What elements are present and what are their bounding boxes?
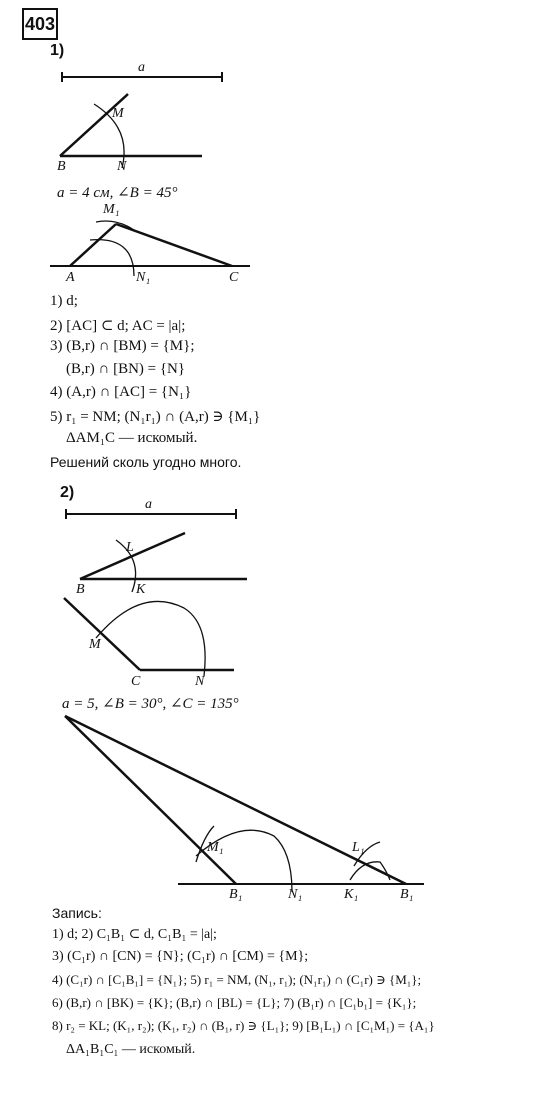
- point-n1-label: N₁: [136, 270, 151, 285]
- point-n1b-label: N₁: [288, 887, 303, 902]
- point-a-label: A: [66, 270, 75, 285]
- part1-step: 3) (B,r) ∩ [BM) = {M};: [50, 338, 195, 354]
- side-a1-b1: [65, 716, 406, 884]
- arc-k1: [350, 862, 390, 880]
- point-m2-label: M: [89, 637, 101, 652]
- point-n-label: N: [117, 159, 127, 174]
- point-m1b-label: M₁: [207, 840, 224, 855]
- part1-step: 5) r₁ = NM; (N₁r₁) ∩ (A,r) ∋ {M₁}: [50, 409, 261, 425]
- point-l-label: L: [126, 540, 134, 555]
- point-c-label: C: [229, 270, 239, 285]
- point-b-label: B: [57, 159, 66, 174]
- point-b2-label: B: [76, 582, 85, 597]
- segment-a-label: a: [138, 60, 145, 75]
- point-b1-left-label: B₁: [229, 887, 243, 902]
- part1-step: 1) d;: [50, 293, 78, 309]
- point-l1-label: L₁: [352, 840, 365, 855]
- part1-given: a = 4 см, ∠B = 45°: [57, 185, 178, 201]
- record-line: 4) (C₁r) ∩ [C₁B₁] = {N₁}; 5) r₁ = NM, (N₁, r₁); (N₁r₁) ∩ (C₁r) ∋ {M₁};: [52, 972, 422, 987]
- side-a1-c1: [65, 716, 236, 884]
- part1-step: ΔAM₁C — искомый.: [66, 430, 198, 446]
- point-m1-label: M₁: [103, 202, 120, 217]
- part2-label: 2): [60, 484, 75, 501]
- point-b1-right-label: B₁: [400, 887, 414, 902]
- point-k1-label: K₁: [344, 887, 359, 902]
- part1-step: (B,r) ∩ [BN) = {N}: [66, 361, 186, 377]
- part1-step: 2) [AC] ⊂ d; AC = |a|;: [50, 318, 186, 334]
- record-title: Запись:: [52, 905, 102, 921]
- record-line: 3) (C₁r) ∩ [CN) = {N}; (C₁r) ∩ [CM) = {M};: [52, 949, 309, 964]
- record-line: 6) (B,r) ∩ [BK) = {K}; (B,r) ∩ [BL) = {L}; 7) (B₁r) ∩ [C₁b₁] = {K₁};: [52, 995, 417, 1010]
- part1-label: 1): [50, 42, 65, 59]
- record-line: ΔA₁B₁C₁ — искомый.: [66, 1042, 196, 1057]
- point-m-label: M: [112, 106, 124, 121]
- segment-a2-label: a: [145, 497, 152, 512]
- record-line: 1) d; 2) C₁B₁ ⊂ d, C₁B₁ = |a|;: [52, 927, 217, 942]
- point-n2-label: N: [195, 674, 205, 689]
- part1-step: 4) (A,r) ∩ [AC] = {N₁}: [50, 384, 192, 400]
- point-c2-label: C: [131, 674, 141, 689]
- record-line: 8) r₂ = KL; (K₁, r₂); (K₁, r₂) ∩ (B₁, r) ∋ {L₁}; 9) [B₁L₁) ∩ [C₁M₁) = {A₁}: [52, 1018, 435, 1033]
- problem-number-badge: 403: [22, 8, 58, 40]
- part1-conclusion: Решений сколь угодно много.: [50, 454, 242, 470]
- part2-given: a = 5, ∠B = 30°, ∠C = 135°: [62, 696, 239, 712]
- point-k-label: K: [136, 582, 146, 597]
